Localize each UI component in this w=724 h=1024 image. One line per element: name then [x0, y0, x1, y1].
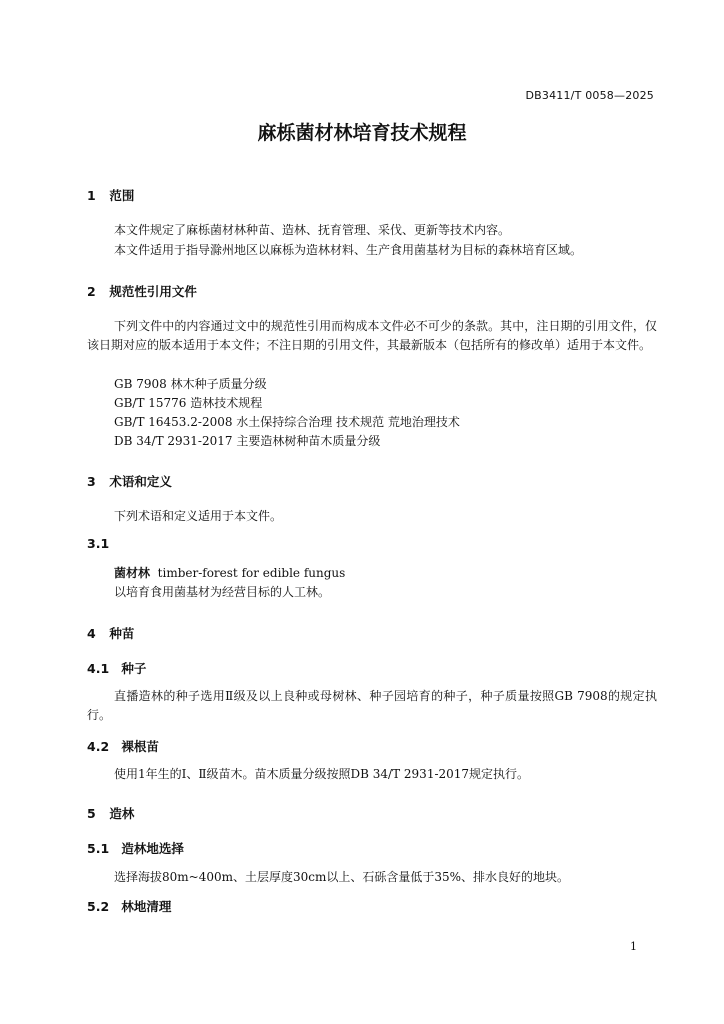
- subsection-number: 4.1: [87, 661, 110, 676]
- section-4-2-heading: [87, 737, 159, 755]
- section-5-heading: [87, 804, 134, 822]
- subsection-number: 4.2: [87, 739, 110, 754]
- section-title: 种苗: [109, 626, 135, 641]
- reference-item: GB/T 16453.2-2008 水土保持综合治理 技术规范 荒地治理技术: [114, 415, 460, 429]
- term-name: 菌材林: [114, 566, 151, 580]
- section-title: 规范性引用文件: [109, 284, 197, 299]
- section-1-paragraph-2: 本文件适用于指导滁州地区以麻栎为造林材料、生产食用菌基材为目标的森林培育区域。: [114, 243, 583, 257]
- subsection-title: 林地清理: [121, 899, 172, 914]
- section-2-heading: [87, 282, 197, 300]
- section-title: 范围: [109, 188, 135, 203]
- subsection-number: 5.1: [87, 841, 110, 856]
- section-number: 3: [87, 474, 96, 489]
- subsection-title: 种子: [121, 661, 147, 676]
- section-4-1-text: 直播造林的种子选用Ⅱ级及以上良种或母树林、种子园培育的种子，种子质量按照GB 7908的规定执行。: [87, 689, 657, 722]
- section-3-heading: [87, 472, 172, 490]
- standard-code: DB3411/T 0058—2025: [525, 89, 654, 102]
- section-2-intro: 下列文件中的内容通过文中的规范性引用而构成本文件必不可少的条款。其中，注日期的引用文件，仅该日期对应的版本适用于本文件；不注日期的引用文件，其最新版本（包括所有的修改单）适用于本文件。: [87, 319, 657, 352]
- section-4-2-text: 使用1年生的Ⅰ、Ⅱ级苗木。苗木质量分级按照DB 34/T 2931-2017规定执行。: [114, 767, 530, 781]
- section-1-heading: [87, 186, 134, 204]
- section-number: 2: [87, 284, 96, 299]
- section-4-heading: [87, 624, 134, 642]
- section-title: 术语和定义: [109, 474, 172, 489]
- term-3-1-number: 3.1: [87, 536, 110, 551]
- section-title: 造林: [109, 806, 135, 821]
- subsection-title: 造林地选择: [121, 841, 184, 856]
- section-number: 1: [87, 188, 96, 203]
- section-5-1-text: 选择海拔80m~400m、土层厚度30cm以上、石砾含量低于35%、排水良好的地块。: [114, 870, 570, 884]
- term-3-1-line: [114, 564, 345, 583]
- section-number: 4: [87, 626, 96, 641]
- document-title: 麻栎菌材林培育技术规程: [257, 122, 467, 144]
- term-english: timber-forest for edible fungus: [157, 566, 346, 580]
- section-5-2-heading: [87, 897, 171, 915]
- subsection-title: 裸根苗: [121, 739, 159, 754]
- section-1-paragraph-1: 本文件规定了麻栎菌材林种苗、造林、抚育管理、采伐、更新等技术内容。: [114, 223, 511, 237]
- reference-item: DB 34/T 2931-2017 主要造林树种苗木质量分级: [114, 434, 381, 448]
- section-4-1-heading: [87, 659, 146, 677]
- section-3-intro: 下列术语和定义适用于本文件。: [114, 509, 283, 523]
- reference-item: GB/T 15776 造林技术规程: [114, 396, 263, 410]
- reference-item: GB 7908 林木种子质量分级: [114, 377, 267, 391]
- section-5-1-heading: [87, 839, 184, 857]
- section-number: 5: [87, 806, 96, 821]
- subsection-number: 5.2: [87, 899, 110, 914]
- page-number: 1: [630, 940, 637, 953]
- term-3-1-definition: 以培育食用菌基材为经营目标的人工林。: [114, 585, 331, 599]
